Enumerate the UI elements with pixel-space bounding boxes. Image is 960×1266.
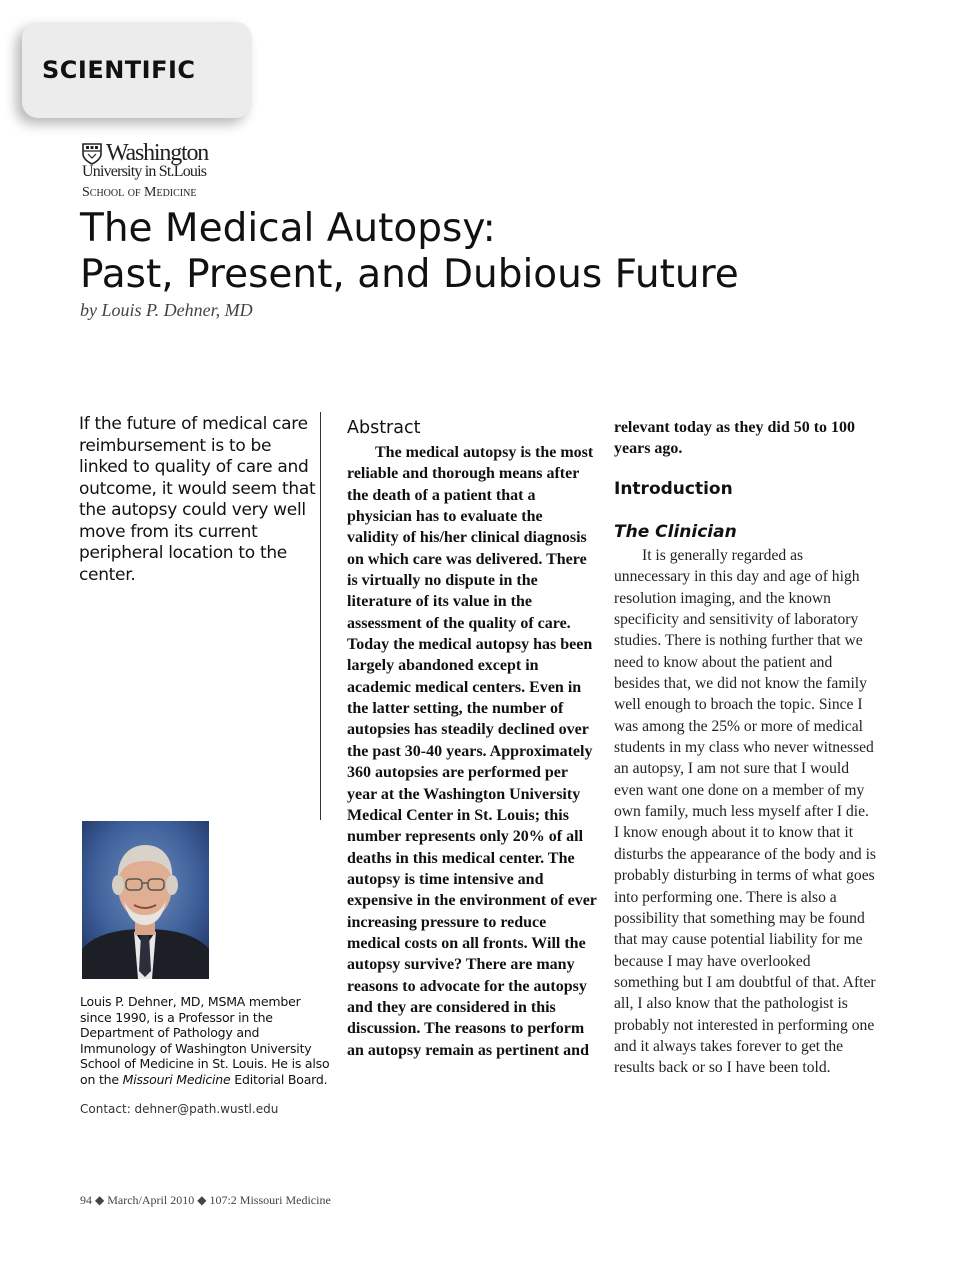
- logo-university: University in St.Louis: [82, 163, 207, 180]
- byline: by Louis P. Dehner, MD: [80, 300, 253, 320]
- university-logo: [82, 140, 232, 204]
- title-line-2: Past, Present, and Dubious Future: [80, 252, 739, 297]
- column-divider: [320, 412, 321, 820]
- bio-text-end: Editorial Board.: [230, 1071, 328, 1087]
- pull-quote: If the future of medical care reimbursement is to be linked to quality of care and outcome, it would seem that the autopsy could very well move from its current peripheral location to the center.: [79, 414, 316, 585]
- bio-journal: Missouri Medicine: [122, 1071, 231, 1087]
- abstract-body: [347, 442, 597, 1061]
- clinician-subheading: The Clinician: [614, 522, 737, 542]
- introduction-heading: Introduction: [614, 479, 733, 499]
- logo-school: School of Medicine: [82, 185, 197, 200]
- author-bio: [80, 994, 330, 1088]
- clinician-body: [614, 545, 876, 1079]
- section-label: SCIENTIFIC: [42, 56, 196, 84]
- abstract-heading: Abstract: [347, 418, 421, 438]
- page-footer: 94 ◆ March/April 2010 ◆ 107:2 Missouri Medicine: [80, 1193, 331, 1207]
- author-contact: Contact: dehner@path.wustl.edu: [80, 1102, 279, 1116]
- author-photo: [82, 821, 209, 979]
- right-column: [614, 417, 876, 1077]
- abstract-continuation: relevant today as they did 50 to 100 years ago.: [614, 419, 856, 458]
- clinician-text: It is generally regarded as unnecessary in this day and age of high resolution imaging, and the known specificity and sensitivity of laboratory studies. There is nothing further that we need to know about the patient and besides that, we did not know the family well enough to broach the topic. Since I was among the 25% or more of medical students in my class who never witnessed an autopsy, I am not sure that I would even want one done on a member of my own family, much less myself after I die. I know enough about it to know that it disturbs the appearance of the body and is probably disturbing in terms of what goes into performing one. There is also a possibility that something may be found that may cause potential liability for me because I may have overlooked something but I am doubtful of that. After all, I also know that the pathologist is probably not interested in performing one and it always takes forever to get the results back or so I have been told.: [614, 547, 876, 1077]
- abstract-column: [347, 416, 597, 1061]
- logo-wordmark: Washington: [106, 140, 209, 166]
- article-title: [80, 206, 900, 298]
- bio-text: Louis P. Dehner, MD, MSMA member since 1990, is a Professor in the Department of Pathology and Immunology of Washington University School of Medicine in St. Louis. He is also on the: [80, 994, 330, 1087]
- university-shield-icon: [82, 143, 102, 165]
- title-line-1: The Medical Autopsy:: [80, 206, 496, 251]
- abstract-text: The medical autopsy is the most reliable and thorough means after the death of a patient that a physician has to evaluate the validity of his/her clinical diagnosis on which care was delivered. There is virtually no dispute in the literature of its value in the assessment of the quality of care. Today the medical autopsy has been largely abandoned except in academic medical centers. Even in the latter setting, the number of autopsies has steadily declined over the past 30-40 years. Approximately 360 autopsies are performed per year at the Washington University Medical Center in St. Louis; this number represents only 20% of all deaths in this medical center. The autopsy is time intensive and expensive in the environment of ever increasing pressure to reduce medical costs on all fronts. Will the autopsy survive? There are many reasons to advocate for the autopsy and they are considered in this discussion. The reasons to perform an autopsy remain as pertinent and: [347, 444, 597, 1059]
